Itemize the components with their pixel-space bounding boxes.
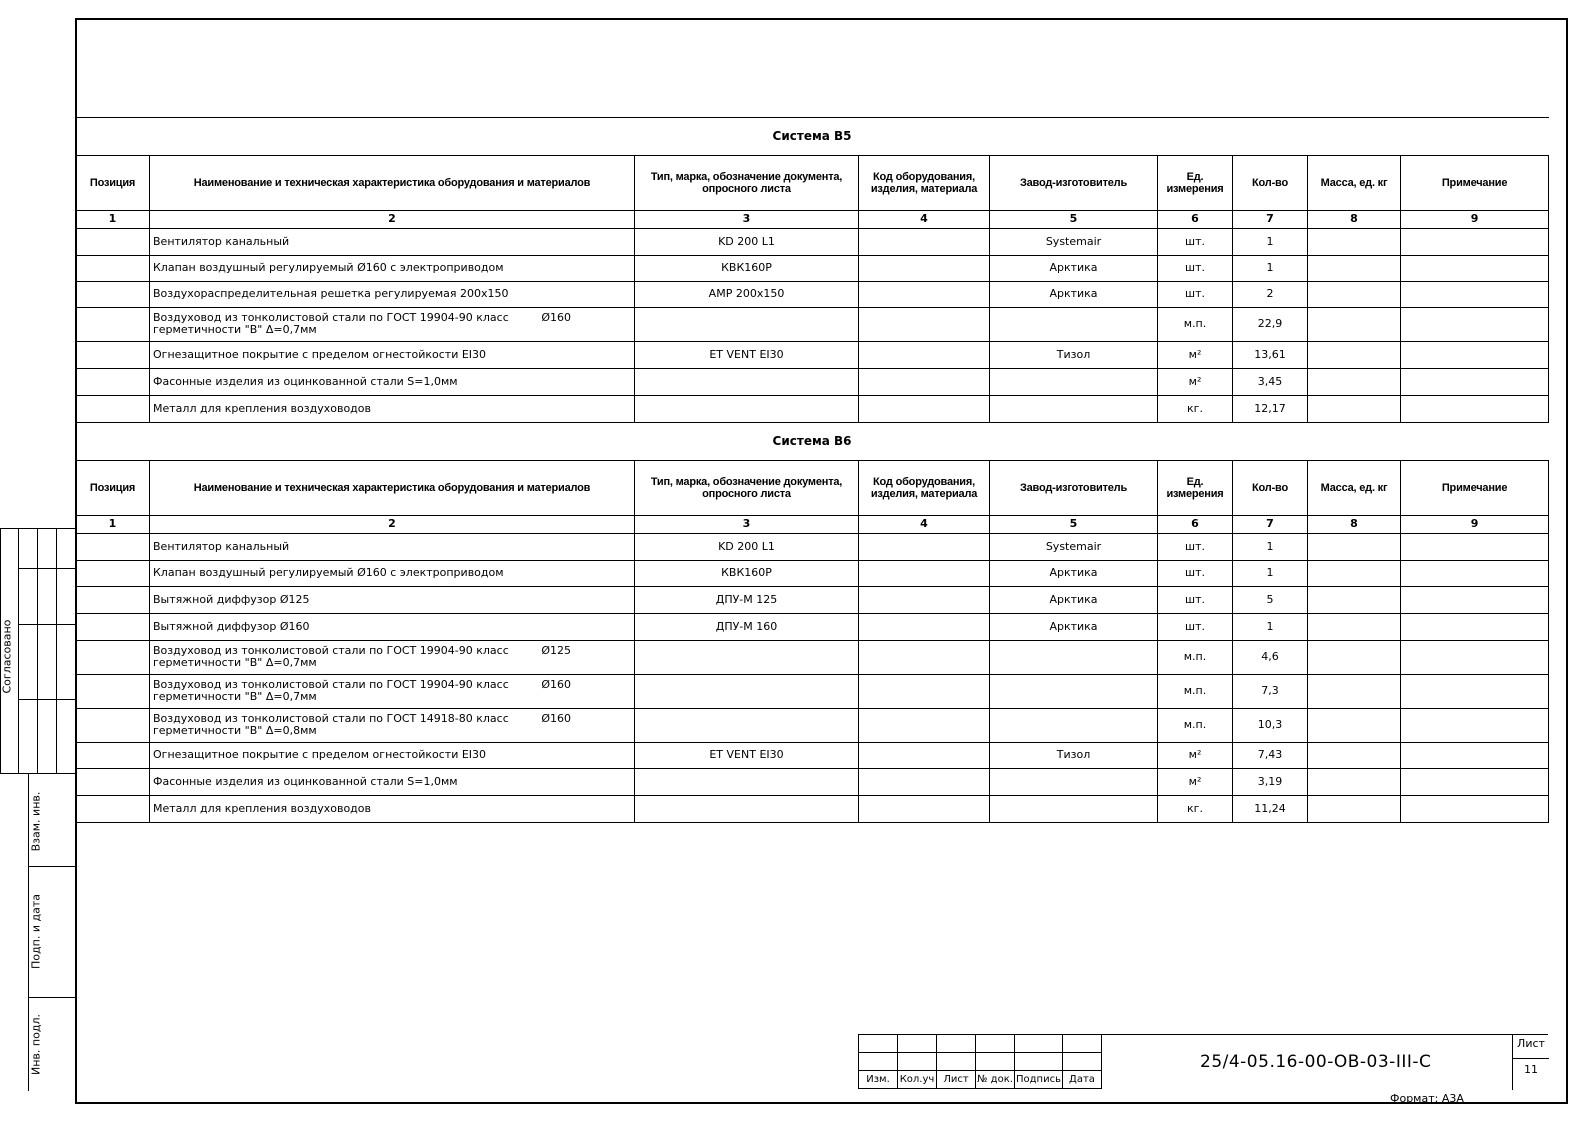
cell-name <box>150 395 635 422</box>
podp-data-label: Подп. и дата <box>29 894 43 969</box>
cell-type <box>635 307 859 341</box>
stamp-izm: Изм. <box>859 1071 898 1089</box>
cell-name-text: Воздуховод из тонколистовой стали по ГОСТ 19904-90 класс герметичности "В" Δ=0,7мм <box>153 678 509 703</box>
cell-mass <box>1308 533 1401 560</box>
cell-quantity: 1 <box>1233 533 1308 560</box>
column-header: Завод-изготовитель <box>990 460 1158 515</box>
cell-code <box>859 613 990 640</box>
stamp-grid <box>858 1034 1102 1089</box>
cell-quantity: 5 <box>1233 586 1308 613</box>
cell-mass <box>1308 255 1401 281</box>
cell-quantity: 10,3 <box>1233 708 1308 742</box>
cell-unit: м.п. <box>1158 708 1233 742</box>
sheet-box <box>1512 1034 1549 1090</box>
cell-quantity: 12,17 <box>1233 395 1308 422</box>
cell-code <box>859 255 990 281</box>
cell-note <box>1401 795 1549 822</box>
cell-mass <box>1308 613 1401 640</box>
cell-unit: шт. <box>1158 281 1233 307</box>
column-number-row <box>76 515 1549 533</box>
column-header: Тип, марка, обозначение документа, опросного листа <box>635 155 859 210</box>
cell-name-text: Воздуховод из тонколистовой стали по ГОСТ 14918-80 класс герметичности "В" Δ=0,8мм <box>153 712 509 737</box>
column-number: 7 <box>1233 210 1308 228</box>
system-title: Система В6 <box>76 422 1549 460</box>
cell-mass <box>1308 674 1401 708</box>
system-title-row <box>76 117 1549 155</box>
column-number: 7 <box>1233 515 1308 533</box>
table-row <box>76 281 1549 307</box>
cell-type: ET VENT EI30 <box>635 742 859 768</box>
cell-name <box>150 255 635 281</box>
cell-maker: Арктика <box>990 586 1158 613</box>
cell-note <box>1401 768 1549 795</box>
cell-quantity: 1 <box>1233 255 1308 281</box>
column-header: Позиция <box>76 460 150 515</box>
column-number-row <box>76 210 1549 228</box>
stamp-date: Дата <box>1062 1071 1101 1089</box>
column-number: 9 <box>1401 515 1549 533</box>
cell-note <box>1401 281 1549 307</box>
cell-code <box>859 395 990 422</box>
cell-mass <box>1308 560 1401 586</box>
cell-code <box>859 742 990 768</box>
column-number: 6 <box>1158 515 1233 533</box>
cell-maker: Арктика <box>990 255 1158 281</box>
cell-name <box>150 795 635 822</box>
cell-name <box>150 586 635 613</box>
cell-unit: шт. <box>1158 255 1233 281</box>
cell-code <box>859 307 990 341</box>
system-title: Система В5 <box>76 117 1549 155</box>
cell-diameter: Ø160 <box>541 712 571 725</box>
column-header: Код оборудования, изделия, материала <box>859 460 990 515</box>
cell-maker <box>990 708 1158 742</box>
cell-type: АМР 200х150 <box>635 281 859 307</box>
cell-unit: шт. <box>1158 228 1233 255</box>
cell-unit: м² <box>1158 341 1233 368</box>
table-row <box>76 341 1549 368</box>
cell-mass <box>1308 395 1401 422</box>
cell-note <box>1401 533 1549 560</box>
column-header: Примечание <box>1401 460 1549 515</box>
table-row <box>76 768 1549 795</box>
cell-position <box>76 341 150 368</box>
cell-code <box>859 341 990 368</box>
cell-quantity: 4,6 <box>1233 640 1308 674</box>
cell-type <box>635 674 859 708</box>
cell-quantity: 1 <box>1233 560 1308 586</box>
cell-note <box>1401 742 1549 768</box>
specification-table <box>75 79 1549 823</box>
cell-unit: м.п. <box>1158 674 1233 708</box>
cell-code <box>859 795 990 822</box>
table-row <box>76 560 1549 586</box>
cell-name-text: Клапан воздушный регулируемый Ø160 с электроприводом <box>153 566 504 579</box>
table-row <box>76 228 1549 255</box>
table-row <box>76 708 1549 742</box>
cell-maker: Systemair <box>990 533 1158 560</box>
cell-name-text: Огнезащитное покрытие с пределом огнестойкости EI30 <box>153 748 487 761</box>
cell-position <box>76 281 150 307</box>
column-header: Тип, марка, обозначение документа, опросного листа <box>635 460 859 515</box>
cell-maker: Тизол <box>990 742 1158 768</box>
cell-code <box>859 674 990 708</box>
cell-name-text: Вентилятор канальный <box>153 539 290 553</box>
cell-mass <box>1308 228 1401 255</box>
cell-diameter: Ø125 <box>541 644 571 657</box>
cell-position <box>76 560 150 586</box>
cell-quantity: 3,19 <box>1233 768 1308 795</box>
cell-diameter: Ø160 <box>541 678 571 691</box>
cell-unit: кг. <box>1158 395 1233 422</box>
table-row <box>76 795 1549 822</box>
column-header: Масса, ед. кг <box>1308 155 1401 210</box>
cell-note <box>1401 674 1549 708</box>
cell-type <box>635 708 859 742</box>
table-row <box>76 586 1549 613</box>
cell-mass <box>1308 586 1401 613</box>
column-number: 4 <box>859 210 990 228</box>
cell-mass <box>1308 640 1401 674</box>
cell-name-text: Металл для крепления воздуховодов <box>153 801 372 815</box>
cell-unit: шт. <box>1158 560 1233 586</box>
cell-position <box>76 228 150 255</box>
stamp-sign: Подпись <box>1015 1071 1063 1089</box>
cell-type: КВК160Р <box>635 560 859 586</box>
cell-unit: м² <box>1158 368 1233 395</box>
inv-podl-label: Инв. подл. <box>29 1014 43 1075</box>
cell-name-text: Фасонные изделия из оцинкованной стали S=1,0мм <box>153 774 458 788</box>
cell-position <box>76 307 150 341</box>
cell-name-text: Воздуховод из тонколистовой стали по ГОСТ 19904-90 класс герметичности "В" Δ=0,7мм <box>153 644 509 669</box>
cell-mass <box>1308 708 1401 742</box>
column-header-row <box>76 460 1549 515</box>
table-row <box>76 674 1549 708</box>
cell-unit: м.п. <box>1158 640 1233 674</box>
cell-type <box>635 368 859 395</box>
cell-note <box>1401 560 1549 586</box>
cell-mass <box>1308 341 1401 368</box>
cell-position <box>76 613 150 640</box>
table-row <box>76 307 1549 341</box>
column-number: 9 <box>1401 210 1549 228</box>
table-row <box>76 742 1549 768</box>
system-title-row <box>76 422 1549 460</box>
column-header: Масса, ед. кг <box>1308 460 1401 515</box>
cell-quantity: 1 <box>1233 228 1308 255</box>
column-header: Примечание <box>1401 155 1549 210</box>
cell-maker: Тизол <box>990 341 1158 368</box>
cell-position <box>76 742 150 768</box>
cell-code <box>859 640 990 674</box>
cell-code <box>859 533 990 560</box>
column-header: Ед. измерения <box>1158 155 1233 210</box>
cell-quantity: 7,43 <box>1233 742 1308 768</box>
stamp-list: Лист <box>937 1071 976 1089</box>
cell-maker: Арктика <box>990 613 1158 640</box>
cell-name-text: Воздухораспределительная решетка регулируемая 200х150 <box>153 287 509 300</box>
column-number: 3 <box>635 515 859 533</box>
cell-name-text: Металл для крепления воздуховодов <box>153 401 372 415</box>
cell-quantity: 2 <box>1233 281 1308 307</box>
cell-maker <box>990 795 1158 822</box>
vzam-inv-label: Взам. инв. <box>29 791 43 852</box>
cell-quantity: 1 <box>1233 613 1308 640</box>
cell-mass <box>1308 368 1401 395</box>
cell-type: KD 200 L1 <box>635 533 859 560</box>
cell-mass <box>1308 742 1401 768</box>
cell-maker: Systemair <box>990 228 1158 255</box>
cell-unit: м.п. <box>1158 307 1233 341</box>
column-header: Наименование и техническая характеристика оборудования и материалов <box>150 155 635 210</box>
cell-quantity: 22,9 <box>1233 307 1308 341</box>
cell-type: ET VENT EI30 <box>635 341 859 368</box>
cell-name <box>150 307 635 341</box>
sheet-number: 11 <box>1524 1063 1538 1076</box>
table-row <box>76 255 1549 281</box>
cell-position <box>76 795 150 822</box>
cell-name-text: Вытяжной диффузор Ø160 <box>153 619 310 633</box>
cell-name-text: Огнезащитное покрытие с пределом огнестойкости EI30 <box>153 347 487 361</box>
cell-position <box>76 768 150 795</box>
column-header-row <box>76 155 1549 210</box>
column-header: Позиция <box>76 155 150 210</box>
sheet-label: Лист <box>1517 1037 1545 1050</box>
cell-code <box>859 368 990 395</box>
cell-position <box>76 533 150 560</box>
cell-quantity: 13,61 <box>1233 341 1308 368</box>
cell-type <box>635 768 859 795</box>
document-code: 25/4-05.16-00-ОВ-03-III-С <box>1200 1052 1432 1072</box>
column-header: Ед. измерения <box>1158 460 1233 515</box>
cell-diameter: Ø160 <box>541 311 571 324</box>
column-header: Завод-изготовитель <box>990 155 1158 210</box>
cell-name-text: Клапан воздушный регулируемый Ø160 с электроприводом <box>153 261 504 274</box>
cell-name <box>150 640 635 674</box>
cell-position <box>76 368 150 395</box>
column-number: 5 <box>990 515 1158 533</box>
table-row <box>76 533 1549 560</box>
column-header: Код оборудования, изделия, материала <box>859 155 990 210</box>
cell-code <box>859 228 990 255</box>
cell-maker: Арктика <box>990 281 1158 307</box>
cell-type <box>635 395 859 422</box>
cell-mass <box>1308 795 1401 822</box>
column-number: 2 <box>150 210 635 228</box>
cell-maker <box>990 674 1158 708</box>
column-number: 4 <box>859 515 990 533</box>
cell-name <box>150 341 635 368</box>
cell-maker: Арктика <box>990 560 1158 586</box>
cell-name-text: Вытяжной диффузор Ø125 <box>153 592 310 606</box>
cell-quantity: 3,45 <box>1233 368 1308 395</box>
cell-note <box>1401 255 1549 281</box>
cell-position <box>76 395 150 422</box>
cell-mass <box>1308 281 1401 307</box>
cell-quantity: 11,24 <box>1233 795 1308 822</box>
cell-note <box>1401 307 1549 341</box>
cell-code <box>859 586 990 613</box>
column-number: 2 <box>150 515 635 533</box>
cell-note <box>1401 395 1549 422</box>
cell-name <box>150 281 635 307</box>
cell-name <box>150 708 635 742</box>
column-number: 3 <box>635 210 859 228</box>
cell-position <box>76 586 150 613</box>
table-row <box>76 368 1549 395</box>
cell-code <box>859 281 990 307</box>
cell-name <box>150 613 635 640</box>
cell-name-text: Воздуховод из тонколистовой стали по ГОСТ 19904-90 класс герметичности "В" Δ=0,7мм <box>153 311 509 336</box>
cell-mass <box>1308 307 1401 341</box>
cell-code <box>859 708 990 742</box>
stamp-doc: № док. <box>976 1071 1015 1089</box>
cell-maker <box>990 395 1158 422</box>
cell-note <box>1401 613 1549 640</box>
cell-note <box>1401 586 1549 613</box>
cell-code <box>859 560 990 586</box>
cell-note <box>1401 341 1549 368</box>
stamp-kol: Кол.уч <box>898 1071 937 1089</box>
cell-unit: кг. <box>1158 795 1233 822</box>
cell-quantity: 7,3 <box>1233 674 1308 708</box>
column-number: 6 <box>1158 210 1233 228</box>
cell-note <box>1401 228 1549 255</box>
table-row <box>76 640 1549 674</box>
column-header: Кол-во <box>1233 460 1308 515</box>
cell-unit: шт. <box>1158 613 1233 640</box>
cell-unit: шт. <box>1158 586 1233 613</box>
cell-name-text: Фасонные изделия из оцинкованной стали S=1,0мм <box>153 374 458 388</box>
column-header: Наименование и техническая характеристика оборудования и материалов <box>150 460 635 515</box>
cell-maker <box>990 640 1158 674</box>
empty-header-row <box>76 79 1549 117</box>
cell-name <box>150 228 635 255</box>
agreed-label: Согласовано <box>0 619 14 694</box>
cell-name <box>150 768 635 795</box>
table-row <box>76 613 1549 640</box>
cell-type <box>635 795 859 822</box>
cell-name <box>150 368 635 395</box>
cell-position <box>76 255 150 281</box>
column-number: 5 <box>990 210 1158 228</box>
cell-type: KD 200 L1 <box>635 228 859 255</box>
table-row <box>76 395 1549 422</box>
cell-maker <box>990 768 1158 795</box>
column-number: 8 <box>1308 210 1401 228</box>
cell-note <box>1401 368 1549 395</box>
cell-unit: шт. <box>1158 533 1233 560</box>
cell-maker <box>990 307 1158 341</box>
cell-mass <box>1308 768 1401 795</box>
cell-position <box>76 674 150 708</box>
cell-note <box>1401 640 1549 674</box>
cell-name <box>150 742 635 768</box>
cell-unit: м² <box>1158 742 1233 768</box>
cell-name-text: Вентилятор канальный <box>153 234 290 248</box>
cell-type: ДПУ-М 125 <box>635 586 859 613</box>
column-number: 8 <box>1308 515 1401 533</box>
cell-unit: м² <box>1158 768 1233 795</box>
format-label: Формат: А3А <box>1390 1092 1464 1105</box>
cell-name <box>150 560 635 586</box>
column-number: 1 <box>76 210 150 228</box>
column-header: Кол-во <box>1233 155 1308 210</box>
cell-maker <box>990 368 1158 395</box>
column-number: 1 <box>76 515 150 533</box>
cell-name <box>150 533 635 560</box>
cell-position <box>76 708 150 742</box>
cell-name <box>150 674 635 708</box>
cell-position <box>76 640 150 674</box>
cell-type: КВК160Р <box>635 255 859 281</box>
cell-type <box>635 640 859 674</box>
cell-type: ДПУ-М 160 <box>635 613 859 640</box>
cell-note <box>1401 708 1549 742</box>
cell-code <box>859 768 990 795</box>
